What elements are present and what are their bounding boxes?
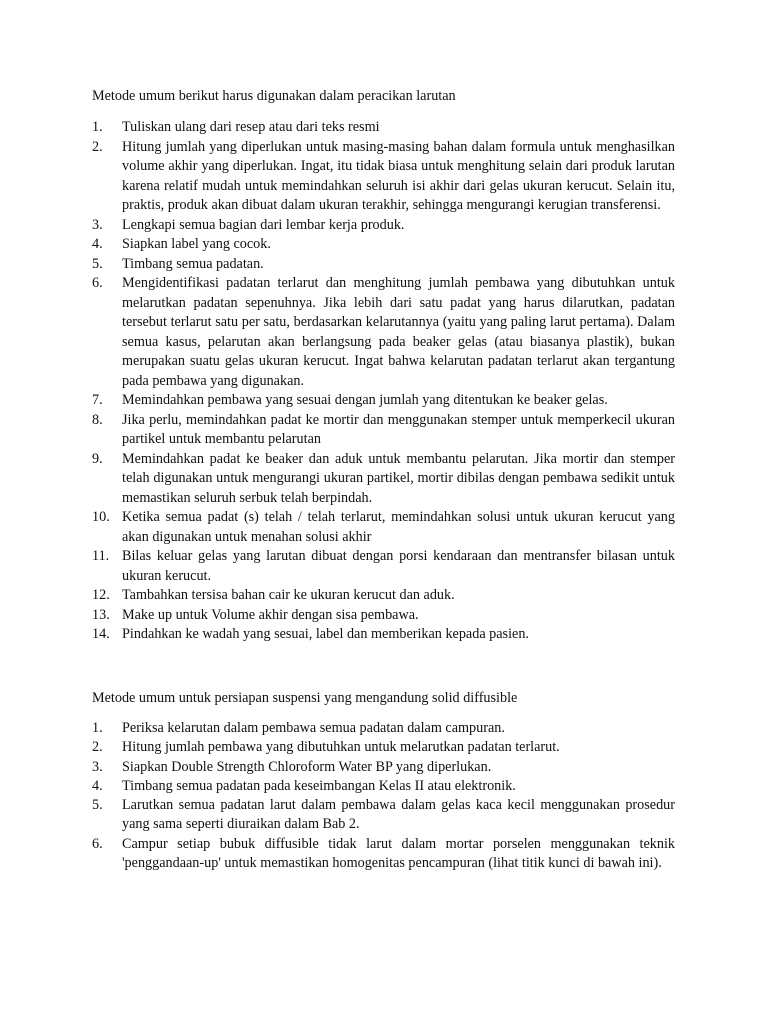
list-item-number: 8. (92, 411, 103, 428)
list-item (0, 547, 675, 586)
list-item (0, 508, 675, 547)
solution-steps-list (0, 118, 768, 645)
list-item (0, 758, 675, 777)
list-item (0, 450, 675, 509)
list-item-text: Tuliskan ulang dari resep atau dari teks resmi (122, 119, 380, 135)
list-item-text: Timbang semua padatan pada keseimbangan Kelas II atau elektronik. (122, 777, 516, 794)
list-item (0, 835, 675, 874)
list-item (0, 606, 675, 626)
list-item-number: 4. (92, 777, 103, 794)
list-item-text: Tambahkan tersisa bahan cair ke ukuran kerucut dan aduk. (122, 587, 455, 603)
list-item-text: Siapkan Double Strength Chloroform Water BP yang diperlukan. (122, 758, 492, 775)
list-item (0, 235, 675, 255)
list-item (0, 796, 675, 835)
list-item (0, 586, 675, 606)
list-item-text: Pindahkan ke wadah yang sesuai, label dan memberikan kepada pasien. (122, 626, 529, 642)
list-item-number: 4. (92, 236, 103, 252)
list-item (0, 274, 675, 391)
list-item (0, 216, 675, 236)
list-item-number: 6. (92, 275, 103, 291)
list-item-number: 1. (92, 119, 103, 135)
list-item-text: Larutkan semua padatan larut dalam pembawa dalam gelas kaca kecil menggunakan prosedur yang sama seperti diuraikan dalam Bab 2. (122, 797, 675, 833)
list-item (0, 138, 675, 216)
list-item-number: 11. (92, 548, 110, 564)
list-item-number: 3. (92, 216, 103, 233)
list-item-text: Ketika semua padat (s) telah / telah terlarut, memindahkan solusi untuk ukuran kerucut yang akan digunakan untuk menahan solusi akhir (122, 509, 675, 545)
list-item-text: Bilas keluar gelas yang larutan dibuat dengan porsi kendaraan dan mentransfer bilasan untuk ukuran kerucut. (122, 548, 675, 584)
list-item (0, 118, 675, 138)
list-item-text: Make up untuk Volume akhir dengan sisa pembawa. (122, 606, 419, 623)
list-item (0, 625, 675, 645)
list-item-text: Mengidentifikasi padatan terlarut dan menghitung jumlah pembawa yang dibutuhkan untuk melarutkan padatan sepenuhnya. Jika lebih dari satu padat yang harus dilarutkan, padatan tersebut terlarut satu per satu, berdasarkan kelarutannya (yaitu yang paling larut pertama). Dalam semua kasus, pelarutan akan berlangsung pada beaker gelas (atau biasanya plastik), bukan merupakan suatu gelas ukuran kerucut. Ingat bahwa kelarutan padatan terlarut akan tergantung pada pembawa yang digunakan. (122, 275, 675, 389)
list-item-text: Hitung jumlah pembawa yang dibutuhkan untuk melarutkan padatan terlarut. (122, 739, 560, 756)
list-item (0, 719, 675, 738)
list-item-text: Memindahkan padat ke beaker dan aduk untuk membantu pelarutan. Jika mortir dan stemper telah digunakan untuk mengurangi ukuran partikel, mortir dibilas dengan pembawa sedikit untuk memastikan seluruh serbuk telah berpindah. (122, 450, 675, 506)
list-item-number: 10. (92, 509, 110, 525)
list-item (0, 777, 675, 796)
list-item-text: Memindahkan pembawa yang sesuai dengan jumlah yang ditentukan ke beaker gelas. (122, 392, 608, 408)
list-item-number: 12. (92, 587, 110, 603)
list-item-number: 14. (92, 626, 110, 642)
list-item (0, 255, 675, 275)
list-item-number: 6. (92, 835, 103, 852)
list-item-text: Siapkan label yang cocok. (122, 236, 271, 252)
list-item (0, 391, 675, 411)
list-item-text: Timbang semua padatan. (122, 255, 264, 272)
section-heading-suspension-method: Metode umum untuk persiapan suspensi yang mengandung solid diffusible (92, 690, 518, 706)
list-item-number: 1. (92, 720, 103, 736)
list-item-number: 2. (92, 138, 103, 155)
list-item-number: 2. (92, 739, 103, 756)
list-item-text: Lengkapi semua bagian dari lembar kerja produk. (122, 216, 405, 233)
list-item-number: 5. (92, 255, 103, 272)
list-item-text: Periksa kelarutan dalam pembawa semua padatan dalam campuran. (122, 720, 505, 736)
list-item-text: Campur setiap bubuk diffusible tidak larut dalam mortar porselen menggunakan teknik 'penggandaan-up' untuk memastikan homogenitas pencampuran (lihat titik kunci di bawah ini). (122, 835, 675, 872)
section-heading-solution-method: Metode umum berikut harus digunakan dalam peracikan larutan (92, 88, 456, 104)
list-item (0, 411, 675, 450)
list-item-number: 3. (92, 758, 103, 775)
list-item-number: 9. (92, 450, 103, 467)
list-item-number: 5. (92, 797, 103, 814)
list-item (0, 738, 675, 757)
list-item-number: 13. (92, 606, 110, 623)
list-item-text: Hitung jumlah yang diperlukan untuk masing-masing bahan dalam formula untuk menghasilkan volume akhir yang diperlukan. Ingat, itu tidak biasa untuk menghitung selain dari produk larutan karena relatif mudah untuk memindahkan seluruh isi akhir dari gelas ukuran kerucut. Selain itu, praktis, produk akan dibuat dalam ukuran terakhir, sehingga mengurangi kerugian transferensi. (122, 138, 675, 213)
list-item-number: 7. (92, 392, 103, 408)
suspension-steps-list (0, 719, 768, 873)
list-item-text: Jika perlu, memindahkan padat ke mortir dan menggunakan stemper untuk memperkecil ukuran partikel untuk membantu pelarutan (122, 411, 675, 447)
